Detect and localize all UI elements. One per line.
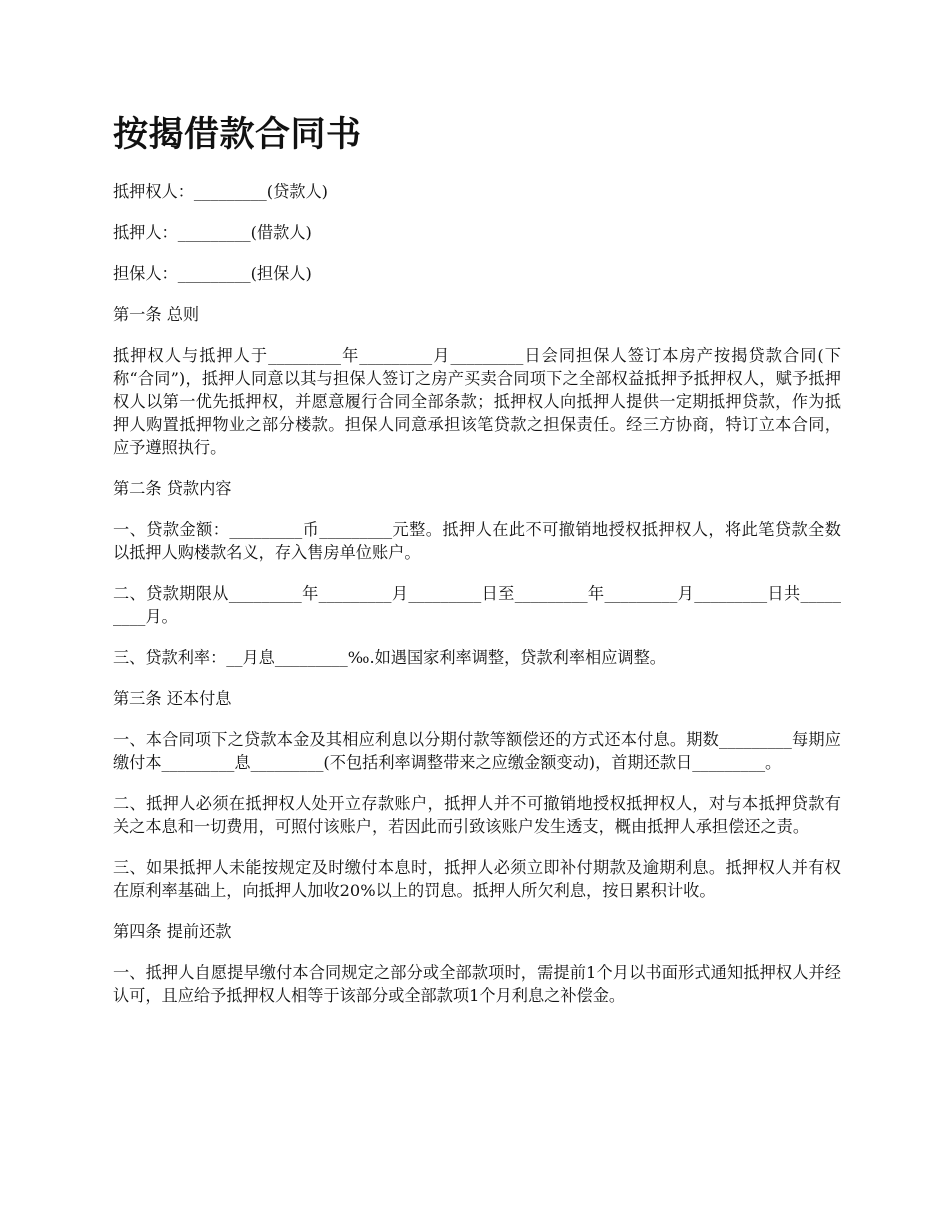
guarantor-line: 担保人：_________(担保人): [113, 264, 312, 283]
article-3-clause-1: 一、本合同项下之贷款本金及其相应利息以分期付款等额偿还的方式还本付息。期数_________每期应缴付本_________息_________(不包括利率调整带来之应缴金额变动)，首期还款日_________。: [113, 730, 841, 772]
article-2-clause-2: 二、贷款期限从_________年_________月_________日至_________年_________月_________日共_________月。: [113, 584, 841, 626]
article-1-body: 抵押权人与抵押人于_________年_________月_________日会同担保人签订本房产按揭贷款合同(下称“合同”)，抵押人同意以其与担保人签订之房产买卖合同项下之全部权益抵押予抵押权人，赋予抵押权人以第一优先抵押权，并愿意履行合同全部条款；抵押权人向抵押人提供一定期抵押贷款，作为抵押人购置抵押物业之部分楼款。担保人同意承担该笔贷款之担保责任。经三方协商，特订立本合同，应予遵照执行。: [113, 346, 841, 457]
document-page: [113, 110, 841, 1025]
article-2-clause-3: 三、贷款利率：__月息_________‰.如遇国家利率调整，贷款利率相应调整。: [113, 648, 666, 667]
article-3-clause-2: 二、抵押人必须在抵押权人处开立存款账户，抵押人并不可撤销地授权抵押权人，对与本抵押贷款有关之本息和一切费用，可照付该账户，若因此而引致该账户发生透支，概由抵押人承担偿还之责。: [113, 794, 841, 836]
mortgagee-line: 抵押权人：_________(贷款人): [113, 182, 328, 201]
article-3-heading: 第三条 还本付息: [113, 689, 232, 708]
mortgagor-line: 抵押人：_________(借款人): [113, 223, 312, 242]
article-4-clause-1: 一、抵押人自愿提早缴付本合同规定之部分或全部款项时，需提前1个月以书面形式通知抵押权人并经认可，且应给予抵押权人相等于该部分或全部款项1个月利息之补偿金。: [113, 963, 841, 1005]
article-1-heading: 第一条 总则: [113, 305, 200, 324]
article-2-heading: 第二条 贷款内容: [113, 479, 232, 498]
article-4-heading: 第四条 提前还款: [113, 922, 232, 941]
document-title: 按揭借款合同书: [113, 115, 362, 155]
article-3-clause-3: 三、如果抵押人未能按规定及时缴付本息时，抵押人必须立即补付期款及逾期利息。抵押权人并有权在原利率基础上，向抵押人加收20%以上的罚息。抵押人所欠利息，按日累积计收。: [113, 858, 841, 900]
article-2-clause-1: 一、贷款金额：_________币_________元整。抵押人在此不可撤销地授权抵押权人，将此笔贷款全数以抵押人购楼款名义，存入售房单位账户。: [113, 520, 841, 562]
